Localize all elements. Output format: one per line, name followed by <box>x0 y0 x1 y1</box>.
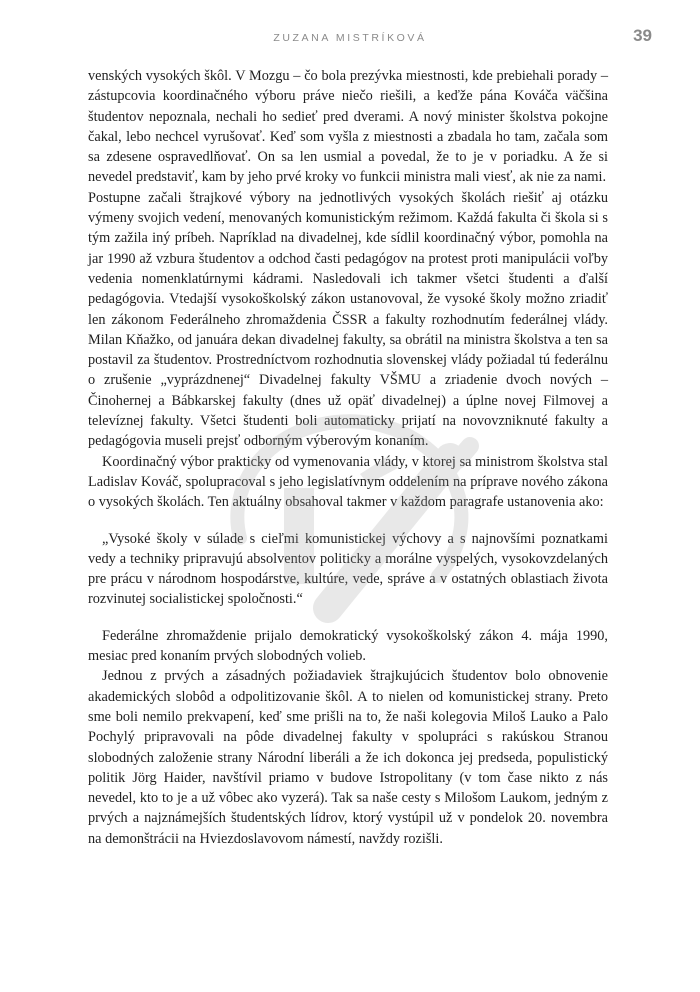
paragraph: venských vysokých škôl. V Mozgu – čo bola prezývka miestnosti, kde prebiehali porady – zástupcovia koordinačného výboru práve niečo riešili, a keďže pána Kováča väčšina študentov nepoznala, nechali ho sedieť pred dverami. A nový minister školstva pokojne čakal, lebo nechcel vyrušovať. Keď som vyšla z miestnosti a zbadala ho tam, začala som sa zdesene ospravedlňovať. On sa len usmial a povedal, že to je v poriadku. A že si nevedel predstaviť, kam by jeho prvé kroky vo funkcii ministra mali viesť, ak nie za nami. <box>88 68 608 186</box>
running-head: ZUZANA MISTRÍKOVÁ <box>273 32 427 44</box>
page-number: 39 <box>633 26 652 45</box>
paragraph: Federálne zhromaždenie prijalo demokratický vysokoškolský zákon 4. mája 1990, mesiac pred konaním prvých slobodných volieb. <box>88 627 608 665</box>
page-header <box>0 26 700 50</box>
block-quote: „Vysoké školy v súlade s cieľmi komunistickej výchovy a s najnovšími poznatkami vedy a techniky pripravujú absolventov politicky a morálne vyspelých, vysokovzdelaných pre prácu v národnom hospodárstve, kultúre, vede, správe a v ostatných oblastiach života rozvinutej socialistickej spoločnosti.“ <box>88 530 608 608</box>
paragraph: Postupne začali štrajkové výbory na jednotlivých vysokých školách riešiť aj otázku výmeny svojich vedení, menovaných komunistickým režimom. Každá fakulta či škola si s tým zažila iný príbeh. Napríklad na divadelnej, kde sídlil koordinačný výbor, pomohla na jar 1990 až vzbura študentov a odchod časti pedagógov na protest proti manipulácii voľby vedenia nomenklatúrnymi kádrami. Nasledovali ich takmer všetci študenti a ďalší pedagógovia. Vtedajší vysokoškolský zákon ustanovoval, že vysoké školy možno zriadiť len zákonom Federálneho zhromaždenia ČSSR a fakulty rozhodnutím federálnej vlády. Milan Kňažko, od januára dekan divadelnej fakulty, sa obrátil na ministra školstva a ten sa postavil za študentov. Prostredníctvom rozhodnutia slovenskej vlády požiadal tú federálnu o zrušenie „vyprázdnenej“ Divadelnej fakulty VŠMU a zriadenie dvoch nových – Činohernej a Bábkarskej fakulty (dnes už opäť divadelnej) a úplne novej Filmovej a televíznej fakulty. Všetci študenti boli automaticky prijatí na novovzniknuté fakulty a pedagógovia museli prejsť odborným výberovým konaním. <box>88 189 608 450</box>
paragraph: Koordinačný výbor prakticky od vymenovania vlády, v ktorej sa ministrom školstva stal Ladislav Kováč, spolupracoval s jeho legislatívnym oddelením na príprave nového zákona o vysokých školách. Ten aktuálny obsahoval takmer v každom paragrafe ustanovenia ako: <box>88 453 608 511</box>
body-text <box>88 66 608 849</box>
paragraph: Jednou z prvých a zásadných požiadaviek štrajkujúcich študentov bolo obnovenie akademických slobôd a odpolitizovanie škôl. A to nielen od komunistickej strany. Preto sme boli nemilo prekvapení, keď sme prišli na to, že naši kolegovia Miloš Lauko a Palo Pochylý pripravovali na pôde divadelnej fakulty v spolupráci s rakúskou Stranou slobodných založenie strany Národní liberáli a že ich dokonca jej predseda, populistický politik Jörg Haider, navštívil priamo v budove Istropolitany (v tom čase nikto z nás nevedel, kto to je a už vôbec ako vyzerá). Tak sa naše cesty s Milošom Laukom, jedným z prvých a najznámejších študentských lídrov, ktorý vystúpil už v pondelok 20. novembra na demonštrácii na Hviezdoslavovom námestí, navždy rozišli. <box>88 668 608 847</box>
